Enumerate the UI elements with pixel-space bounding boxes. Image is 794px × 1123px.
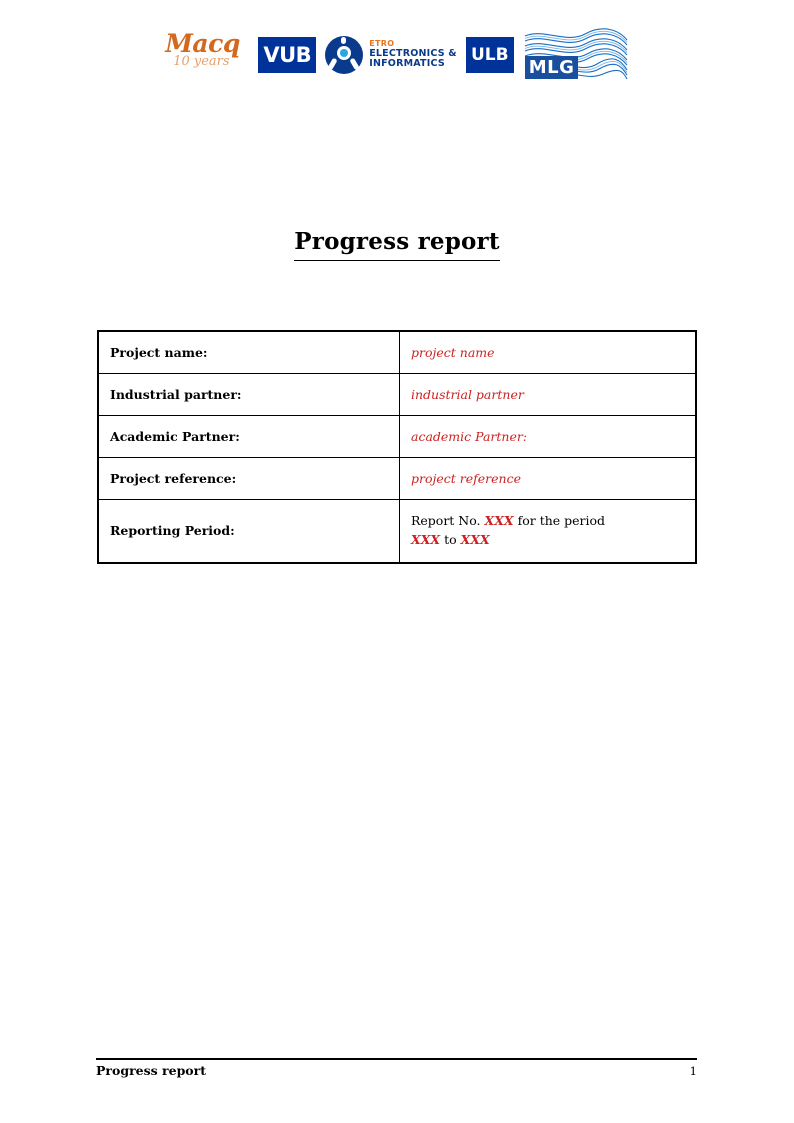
etro-logo-text bbox=[369, 40, 457, 69]
project-info-table bbox=[97, 330, 697, 564]
row-label-reporting-period: Reporting Period: bbox=[110, 523, 235, 539]
report-no-prefix: Report No. bbox=[411, 513, 481, 528]
page-title bbox=[0, 228, 794, 261]
report-period-middle: for the period bbox=[517, 513, 606, 528]
etro-logo-line2: ELECTRONICS & bbox=[369, 48, 457, 60]
vub-logo bbox=[258, 37, 316, 73]
footer-document-name: Progress report bbox=[96, 1063, 207, 1078]
row-value-project-name: project name bbox=[411, 345, 495, 360]
table-row bbox=[98, 500, 696, 563]
table-row bbox=[98, 374, 696, 416]
page-title-text: Progress report bbox=[294, 228, 499, 261]
ulb-logo bbox=[466, 37, 514, 73]
row-label-project-name: Project name: bbox=[110, 345, 208, 360]
etro-logo-line1: ETRO bbox=[369, 39, 395, 49]
logo-band bbox=[0, 24, 794, 86]
table-row bbox=[98, 458, 696, 500]
row-label-project-reference: Project reference: bbox=[110, 471, 237, 486]
row-value-industrial-partner: industrial partner bbox=[411, 387, 524, 402]
report-period-to: XXX bbox=[460, 532, 490, 548]
etro-logo-mark bbox=[325, 36, 363, 74]
vub-logo-text: VUB bbox=[263, 43, 312, 67]
footer-divider bbox=[96, 1058, 697, 1060]
etro-logo-line3: INFORMATICS bbox=[369, 58, 445, 70]
row-label-academic-partner: Academic Partner: bbox=[110, 429, 240, 444]
table-row bbox=[98, 331, 696, 374]
footer-page-number: 1 bbox=[689, 1064, 697, 1078]
macq-logo bbox=[165, 27, 249, 83]
row-value-academic-partner: academic Partner: bbox=[411, 429, 528, 444]
macq-logo-wordmark: Macq bbox=[165, 29, 240, 58]
report-period-to-word: to bbox=[444, 532, 457, 548]
ulb-logo-text: ULB bbox=[470, 45, 509, 65]
etro-logo bbox=[325, 36, 457, 74]
row-value-project-reference: project reference bbox=[411, 471, 521, 486]
mlg-logo-text: MLG bbox=[525, 56, 579, 79]
mlg-logo bbox=[523, 28, 629, 82]
macq-logo-tagline: 10 years bbox=[173, 54, 230, 69]
row-label-industrial-partner: Industrial partner: bbox=[110, 387, 242, 402]
row-value-reporting-period bbox=[400, 500, 695, 562]
page-footer bbox=[96, 1063, 697, 1078]
report-no-number: XXX bbox=[484, 513, 514, 528]
report-period-from: XXX bbox=[411, 532, 441, 548]
table-row bbox=[98, 416, 696, 458]
